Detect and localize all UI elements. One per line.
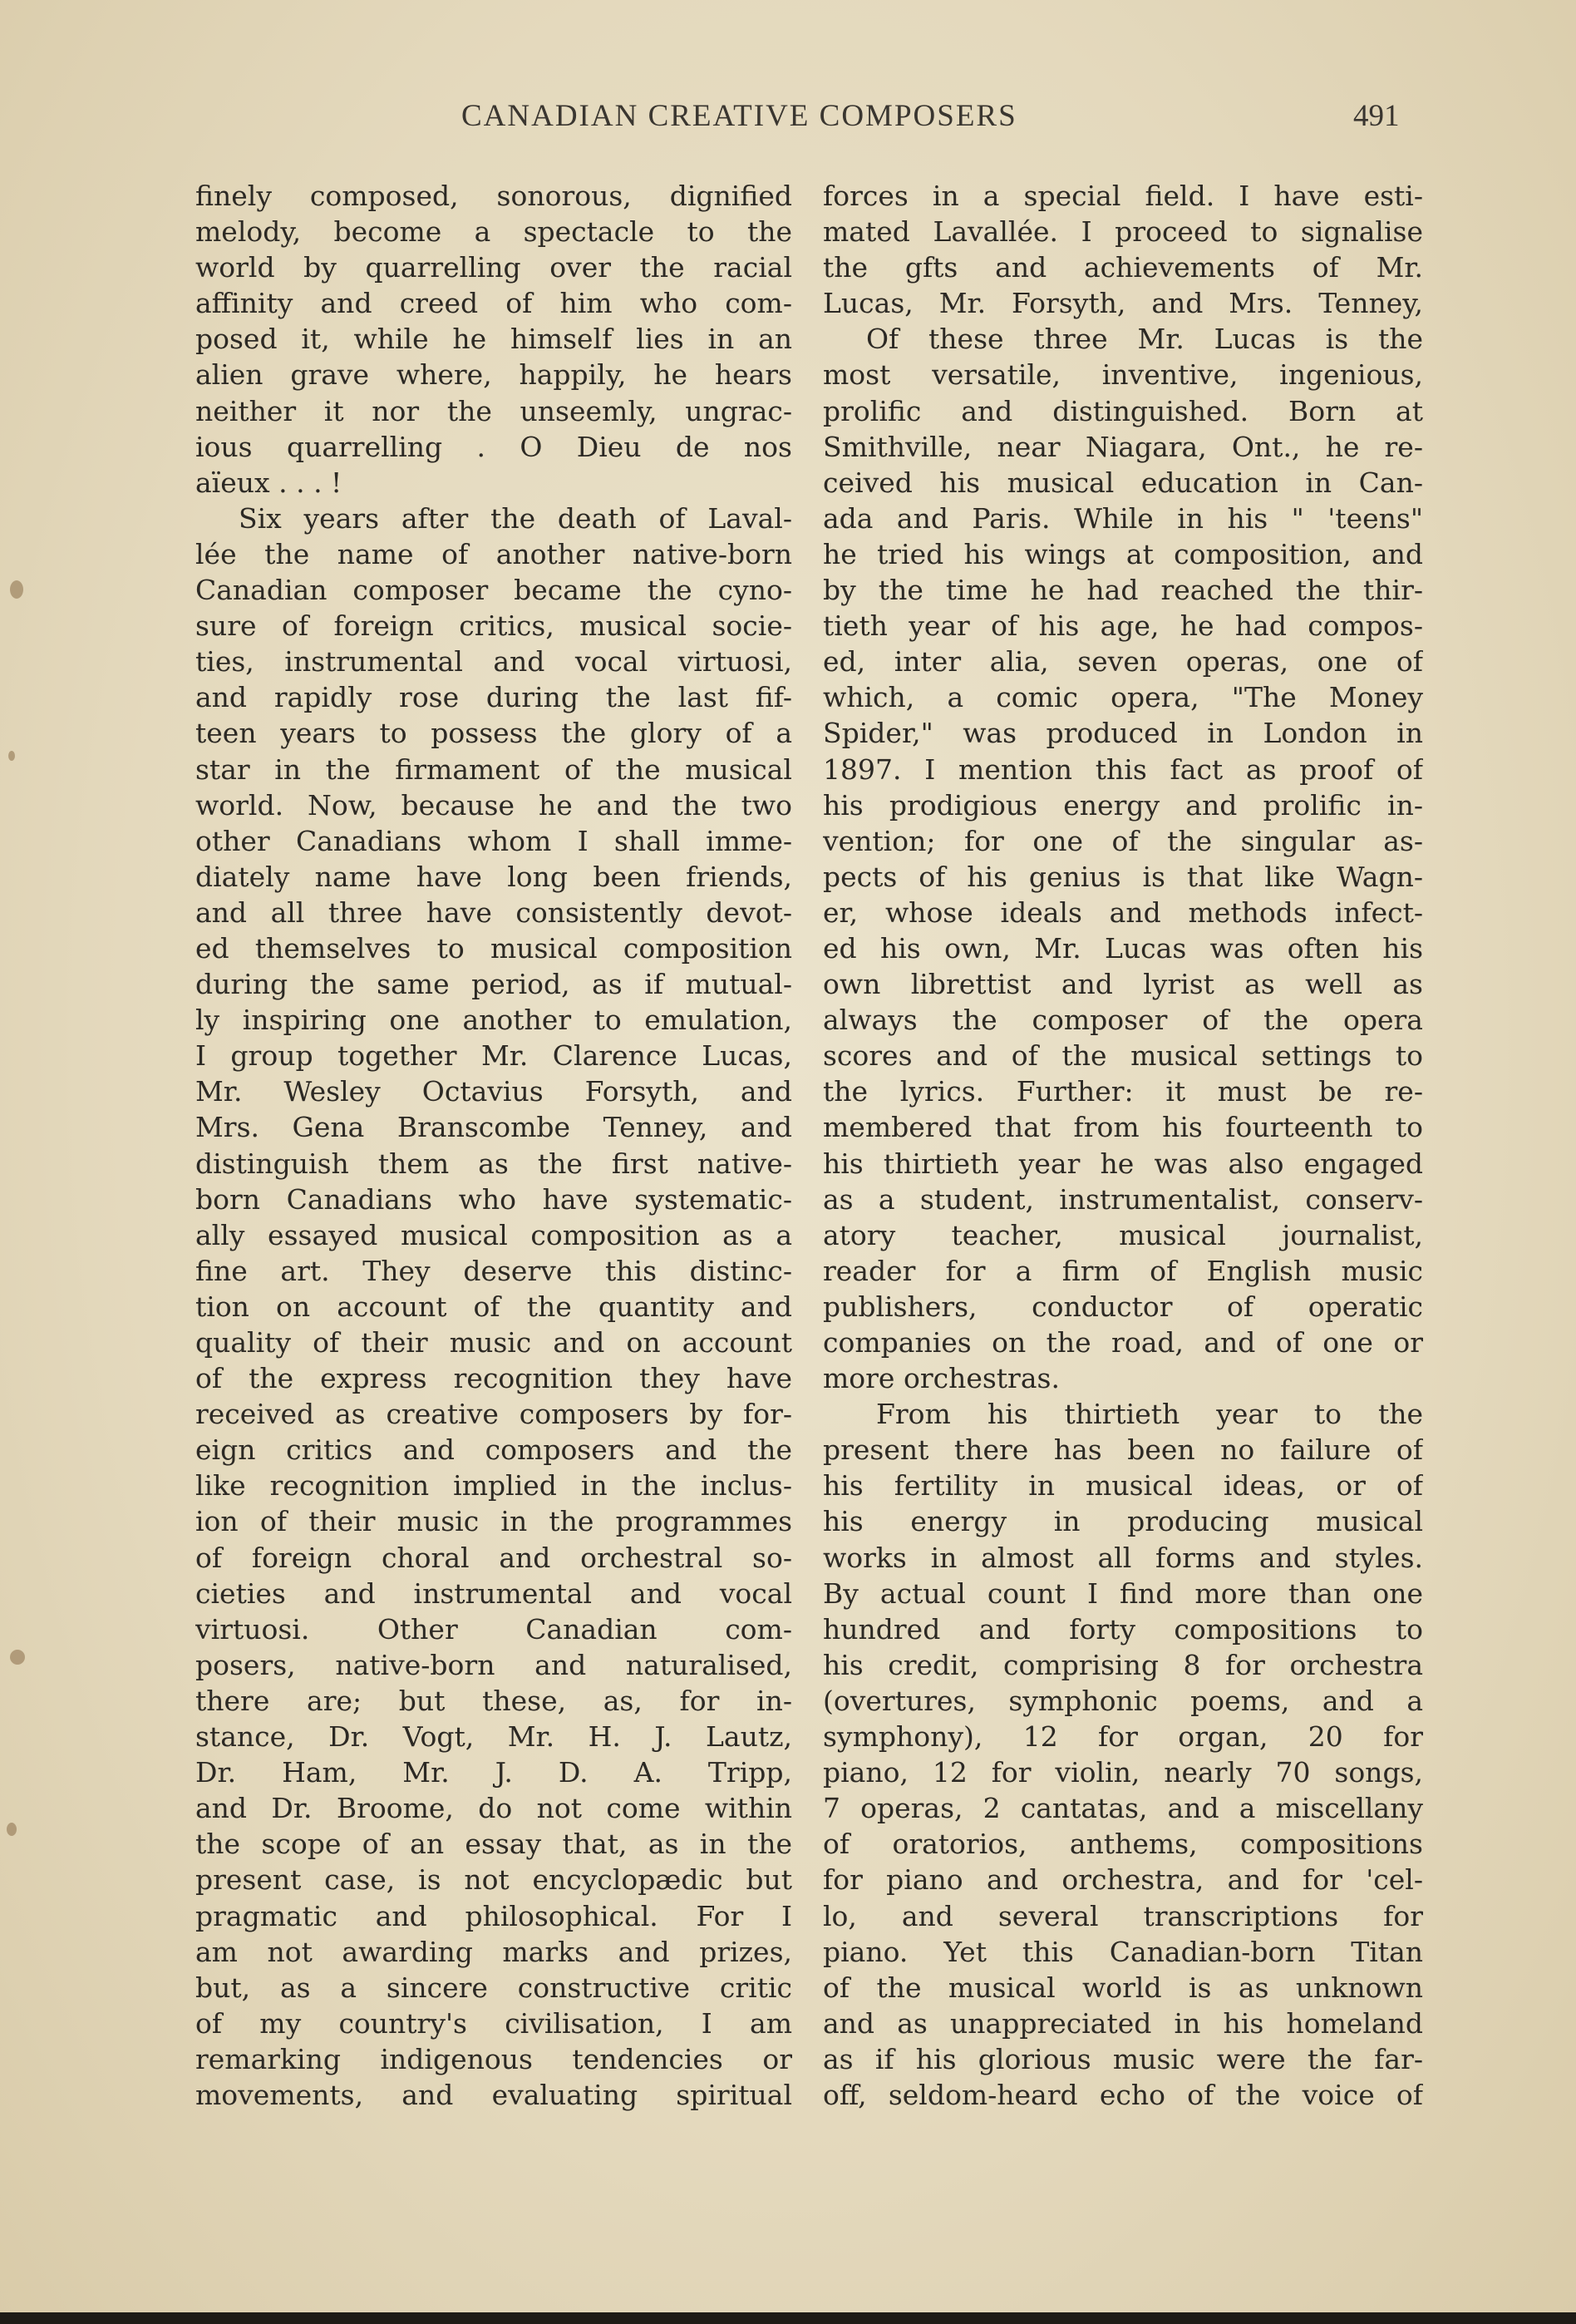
text-line: by the time he had reached the thir- (823, 574, 1423, 607)
text-line: By actual count I find more than one (823, 1576, 1423, 1610)
text-line: of my country's civilisation, I am (195, 2006, 792, 2040)
text-line: and all three have consistently devot- (195, 896, 792, 929)
text-line: neither it nor the unseemly, ungrac- (195, 394, 792, 427)
text-line: present case, is not encyclopædic but (195, 1863, 792, 1897)
text-line: own librettist and lyrist as well as (823, 968, 1423, 1001)
text-line: stance, Dr. Vogt, Mr. H. J. Lautz, (195, 1720, 792, 1754)
text-line: the lyrics. Further: it must be re- (823, 1075, 1423, 1108)
text-line: scores and of the musical settings to (823, 1039, 1423, 1073)
text-line: piano, 12 for violin, nearly 70 songs, (823, 1756, 1423, 1789)
text-line: ties, instrumental and vocal virtuosi, (195, 645, 792, 678)
text-line: 1897. I mention this fact as proof of (823, 752, 1423, 786)
text-line: off, seldom-heard echo of the voice of (823, 2078, 1423, 2111)
text-line: of the express recognition they have (195, 1362, 792, 1395)
text-line: Six years after the death of Laval- (239, 501, 792, 535)
text-line: he tried his wings at composition, and (823, 537, 1423, 570)
margin-ink-spot (7, 1823, 17, 1836)
text-line: alien grave where, happily, he hears (195, 358, 792, 392)
text-line: Mrs. Gena Branscombe Tenney, and (195, 1111, 792, 1144)
text-line: melody, become a spectacle to the (195, 215, 792, 249)
text-line: his thirtieth year he was also engaged (823, 1147, 1423, 1180)
text-line: of foreign choral and orchestral so- (195, 1541, 792, 1574)
text-line: ly inspiring one another to emulation, (195, 1004, 792, 1037)
left-column (195, 178, 792, 2113)
text-line: vention; for one of the singular as- (823, 824, 1423, 857)
text-line: lée the name of another native-born (195, 537, 792, 570)
text-line: always the composer of the opera (823, 1004, 1423, 1037)
text-line: his energy in producing musical (823, 1505, 1423, 1538)
text-line: born Canadians who have systematic- (195, 1182, 792, 1216)
text-line: ceived his musical education in Can- (823, 466, 1423, 499)
text-line: sure of foreign critics, musical socie- (195, 609, 792, 643)
text-line: publishers, conductor of operatic (823, 1290, 1423, 1323)
text-line: of oratorios, anthems, compositions (823, 1828, 1423, 1861)
text-line: hundred and forty compositions to (823, 1612, 1423, 1646)
text-line: tion on account of the quantity and (195, 1290, 792, 1323)
text-line: and as unappreciated in his homeland (823, 2006, 1423, 2040)
text-line: Dr. Ham, Mr. J. D. A. Tripp, (195, 1756, 792, 1789)
text-line: atory teacher, musical journalist, (823, 1218, 1423, 1251)
text-line: more orchestras. (823, 1362, 1060, 1395)
text-line: the gfts and achievements of Mr. (823, 251, 1423, 284)
running-title: CANADIAN CREATIVE COMPOSERS (461, 99, 1017, 133)
text-line: ally essayed musical composition as a (195, 1218, 792, 1251)
text-line: ed, inter alia, seven operas, one of (823, 645, 1423, 678)
text-line: world. Now, because he and the two (195, 788, 792, 822)
text-line: movements, and evaluating spiritual (195, 2078, 792, 2111)
text-line: the scope of an essay that, as in the (195, 1828, 792, 1861)
text-line: cieties and instrumental and vocal (195, 1576, 792, 1610)
text-line: affinity and creed of him who com- (195, 287, 792, 320)
text-line: of the musical world is as unknown (823, 1971, 1423, 2004)
scan-bottom-edge (0, 2312, 1576, 2324)
text-line: Lucas, Mr. Forsyth, and Mrs. Tenney, (823, 287, 1423, 320)
text-line: present there has been no failure of (823, 1433, 1423, 1467)
text-line: Spider," was produced in London in (823, 717, 1423, 750)
text-line: 7 operas, 2 cantatas, and a miscellany (823, 1792, 1423, 1825)
text-line: ed his own, Mr. Lucas was often his (823, 931, 1423, 965)
text-line: most versatile, inventive, ingenious, (823, 358, 1423, 392)
margin-ink-spot (10, 1650, 25, 1665)
right-column (823, 178, 1423, 2113)
text-line: ion of their music in the programmes (195, 1505, 792, 1538)
text-line: mated Lavallée. I proceed to signalise (823, 215, 1423, 249)
text-line: world by quarrelling over the racial (195, 251, 792, 284)
text-line: aïeux . . . ! (195, 466, 342, 499)
text-line: as a student, instrumentalist, conserv- (823, 1182, 1423, 1216)
text-line: am not awarding marks and prizes, (195, 1935, 792, 1968)
text-line: other Canadians whom I shall imme- (195, 824, 792, 857)
text-line: received as creative composers by for- (195, 1398, 792, 1431)
text-line: distinguish them as the first native- (195, 1147, 792, 1180)
text-line: tieth year of his age, he had compos- (823, 609, 1423, 643)
text-line: but, as a sincere constructive critic (195, 1971, 792, 2004)
text-line: piano. Yet this Canadian-born Titan (823, 1935, 1423, 1968)
text-line: From his thirtieth year to the (876, 1398, 1423, 1431)
text-line: virtuosi. Other Canadian com- (195, 1612, 792, 1646)
text-line: eign critics and composers and the (195, 1433, 792, 1467)
text-line: and rapidly rose during the last fif- (195, 681, 792, 714)
text-line: his credit, comprising 8 for orchestra (823, 1648, 1423, 1681)
text-line: and Dr. Broome, do not come within (195, 1792, 792, 1825)
text-line: posed it, while he himself lies in an (195, 323, 792, 356)
text-line: forces in a special field. I have esti- (823, 180, 1423, 212)
text-line: Smithville, near Niagara, Ont., he re- (823, 430, 1423, 463)
text-line: reader for a firm of English music (823, 1254, 1423, 1287)
text-line: membered that from his fourteenth to (823, 1111, 1423, 1144)
text-line: finely composed, sonorous, dignified (195, 180, 792, 212)
page-number: 491 (1353, 99, 1400, 133)
text-line: during the same period, as if mutual- (195, 968, 792, 1001)
text-line: star in the firmament of the musical (195, 752, 792, 786)
text-line: as if his glorious music were the far- (823, 2042, 1423, 2075)
text-line: Canadian composer became the cyno- (195, 574, 792, 607)
text-line: quality of their music and on account (195, 1326, 792, 1359)
text-line: (overtures, symphonic poems, and a (823, 1684, 1423, 1717)
text-line: teen years to possess the glory of a (195, 717, 792, 750)
text-line: pragmatic and philosophical. For I (195, 1899, 792, 1932)
text-line: ed themselves to musical composition (195, 931, 792, 965)
text-line: diately name have long been friends, (195, 860, 792, 893)
text-line: posers, native-born and naturalised, (195, 1648, 792, 1681)
text-line: remarking indigenous tendencies or (195, 2042, 792, 2075)
text-line: companies on the road, and of one or (823, 1326, 1423, 1359)
text-line: lo, and several transcriptions for (823, 1899, 1423, 1932)
text-line: prolific and distinguished. Born at (823, 394, 1423, 427)
text-line: fine art. They deserve this distinc- (195, 1254, 792, 1287)
text-line: symphony), 12 for organ, 20 for (823, 1720, 1423, 1754)
page-header (0, 98, 1576, 148)
text-line: er, whose ideals and methods infect- (823, 896, 1423, 929)
text-line: pects of his genius is that like Wagn- (823, 860, 1423, 893)
margin-ink-spot (10, 580, 23, 599)
text-line: there are; but these, as, for in- (195, 1684, 792, 1717)
text-line: I group together Mr. Clarence Lucas, (195, 1039, 792, 1073)
text-line: his prodigious energy and prolific in- (823, 788, 1423, 822)
text-line: ada and Paris. While in his " 'teens" (823, 501, 1423, 535)
margin-ink-spot (8, 751, 15, 761)
text-line: which, a comic opera, "The Money (823, 681, 1423, 714)
text-line: Of these three Mr. Lucas is the (866, 323, 1423, 356)
text-line: ious quarrelling . O Dieu de nos (195, 430, 792, 463)
text-line: works in almost all forms and styles. (823, 1541, 1423, 1574)
text-line: for piano and orchestra, and for 'cel- (823, 1863, 1423, 1897)
text-line: Mr. Wesley Octavius Forsyth, and (195, 1075, 792, 1108)
text-line: his fertility in musical ideas, or of (823, 1469, 1423, 1502)
text-line: like recognition implied in the inclus- (195, 1469, 792, 1502)
